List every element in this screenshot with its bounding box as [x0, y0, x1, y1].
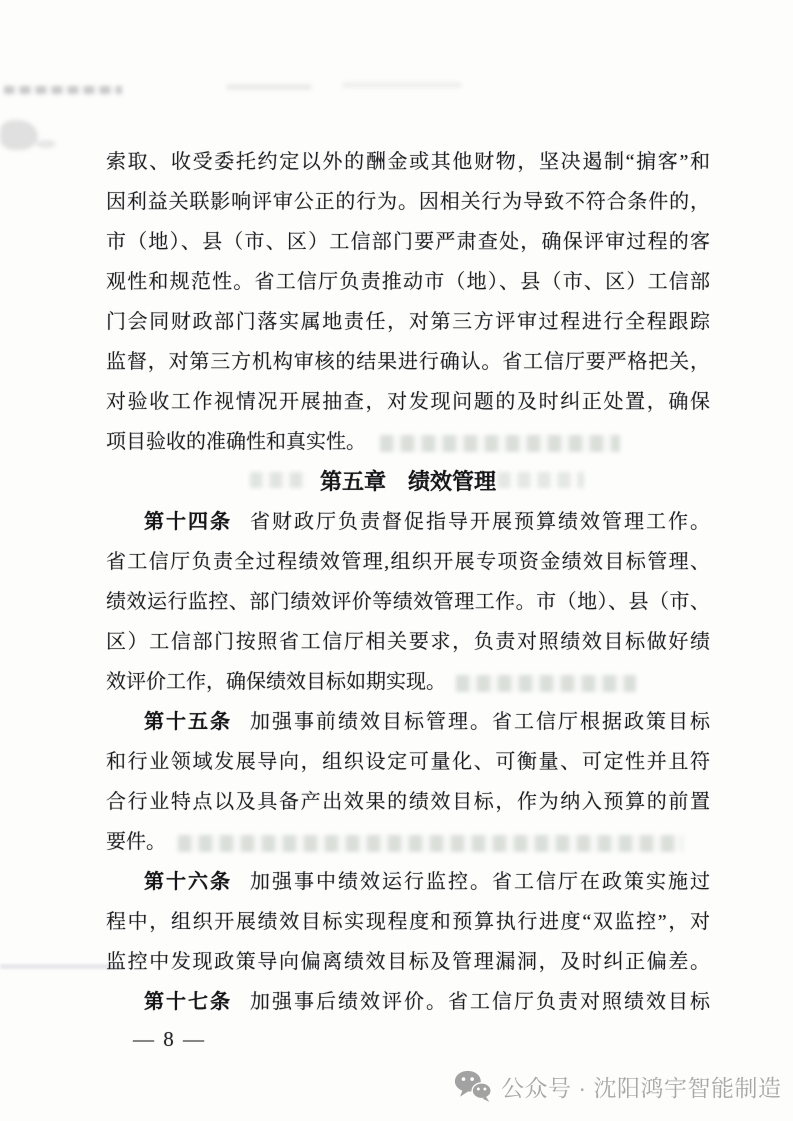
text-line — [106, 502, 710, 542]
page-number: — 8 — — [133, 1027, 206, 1051]
line-text: 索取、收受委托约定以外的酬金或其他财物，坚决遏制“掮客”和 — [106, 151, 710, 173]
line-text: 程中，组织开展绩效目标实现程度和预算执行进度“双监控”，对 — [106, 911, 710, 933]
line-text: 门会同财政部门落实属地责任，对第三方评审过程进行全程跟踪 — [106, 311, 710, 333]
text-line — [106, 342, 710, 382]
scan-artifact — [342, 82, 462, 88]
article-number: 第十六条 — [144, 871, 232, 893]
text-line — [106, 742, 710, 782]
line-text: 和行业领域发展导向，组织设定可量化、可衡量、可定性并且符 — [106, 751, 710, 773]
line-text: 区）工信部门按照省工信厅相关要求，负责对照绩效目标做好绩 — [106, 631, 710, 653]
line-text: 合行业特点以及具备产出效果的绩效目标，作为纳入预算的前置 — [106, 791, 710, 813]
scan-artifact — [36, 140, 56, 148]
line-text: 市（地）、县（市、区）工信部门要严肃查处，确保评审过程的客 — [106, 231, 710, 253]
wechat-icon — [454, 1070, 492, 1102]
text-line — [106, 902, 710, 942]
line-text: 观性和规范性。省工信厅负责推动市（地）、县（市、区）工信部 — [106, 271, 710, 293]
scan-artifact — [4, 86, 122, 94]
text-line — [106, 542, 710, 582]
bleed-through-artifact — [380, 435, 620, 452]
watermark-label: 公众号 · 沈阳鸿宇智能制造 — [501, 1074, 782, 1101]
text-line — [106, 182, 710, 222]
text-line — [106, 382, 710, 422]
line-text: 项目验收的准确性和真实性。 — [106, 431, 366, 453]
text-line — [106, 622, 710, 662]
text-line — [106, 782, 710, 822]
line-text: 监控中发现政策导向偏离绩效目标及管理漏洞，及时纠正偏差。 — [106, 951, 710, 973]
line-text: 省财政厅负责督促指导开展预算绩效管理工作。 — [250, 511, 710, 533]
line-text: 加强事前绩效目标管理。省工信厅根据政策目标 — [250, 711, 710, 733]
line-text: 因利益关联影响评审公正的行为。因相关行为导致不符合条件的， — [106, 191, 710, 213]
line-text: 加强事后绩效评价。省工信厅负责对照绩效目标 — [250, 991, 710, 1013]
text-line — [106, 582, 710, 622]
line-text: 效评价工作，确保绩效目标如期实现。 — [106, 671, 446, 693]
scan-artifact — [226, 84, 312, 90]
text-line — [106, 662, 710, 702]
text-line — [106, 422, 710, 462]
text-line — [106, 702, 710, 742]
scan-artifact — [0, 120, 38, 150]
chapter-heading — [106, 462, 710, 502]
text-line — [106, 302, 710, 342]
bleed-through-artifact — [456, 675, 636, 692]
text-line — [106, 142, 710, 182]
line-text: 省工信厅负责全过程绩效管理,组织开展专项资金绩效目标管理、 — [106, 551, 710, 573]
line-text: 加强事中绩效运行监控。省工信厅在政策实施过 — [250, 871, 710, 893]
text-line — [106, 862, 710, 902]
article-number: 第十四条 — [144, 511, 232, 533]
text-line — [106, 982, 710, 1022]
scan-artifact — [0, 964, 120, 969]
text-line — [106, 222, 710, 262]
watermark — [454, 1066, 781, 1106]
text-line — [106, 942, 710, 982]
article-number: 第十五条 — [144, 711, 232, 733]
article-number: 第十七条 — [144, 991, 232, 1013]
line-text: 要件。 — [106, 831, 166, 853]
text-line — [106, 262, 710, 302]
bleed-through-artifact — [178, 835, 683, 852]
text-line — [106, 822, 710, 862]
line-text: 对验收工作视情况开展抽查，对发现问题的及时纠正处置，确保 — [106, 391, 710, 413]
line-text: 绩效运行监控、部门绩效评价等绩效管理工作。市（地）、县（市、 — [106, 591, 710, 613]
chapter-title: 绩效管理 — [408, 469, 497, 494]
line-text: 监督，对第三方机构审核的结果进行确认。省工信厅要严格把关， — [106, 351, 710, 373]
chapter-number: 第五章 — [319, 469, 386, 494]
document-text-column — [106, 142, 710, 1022]
